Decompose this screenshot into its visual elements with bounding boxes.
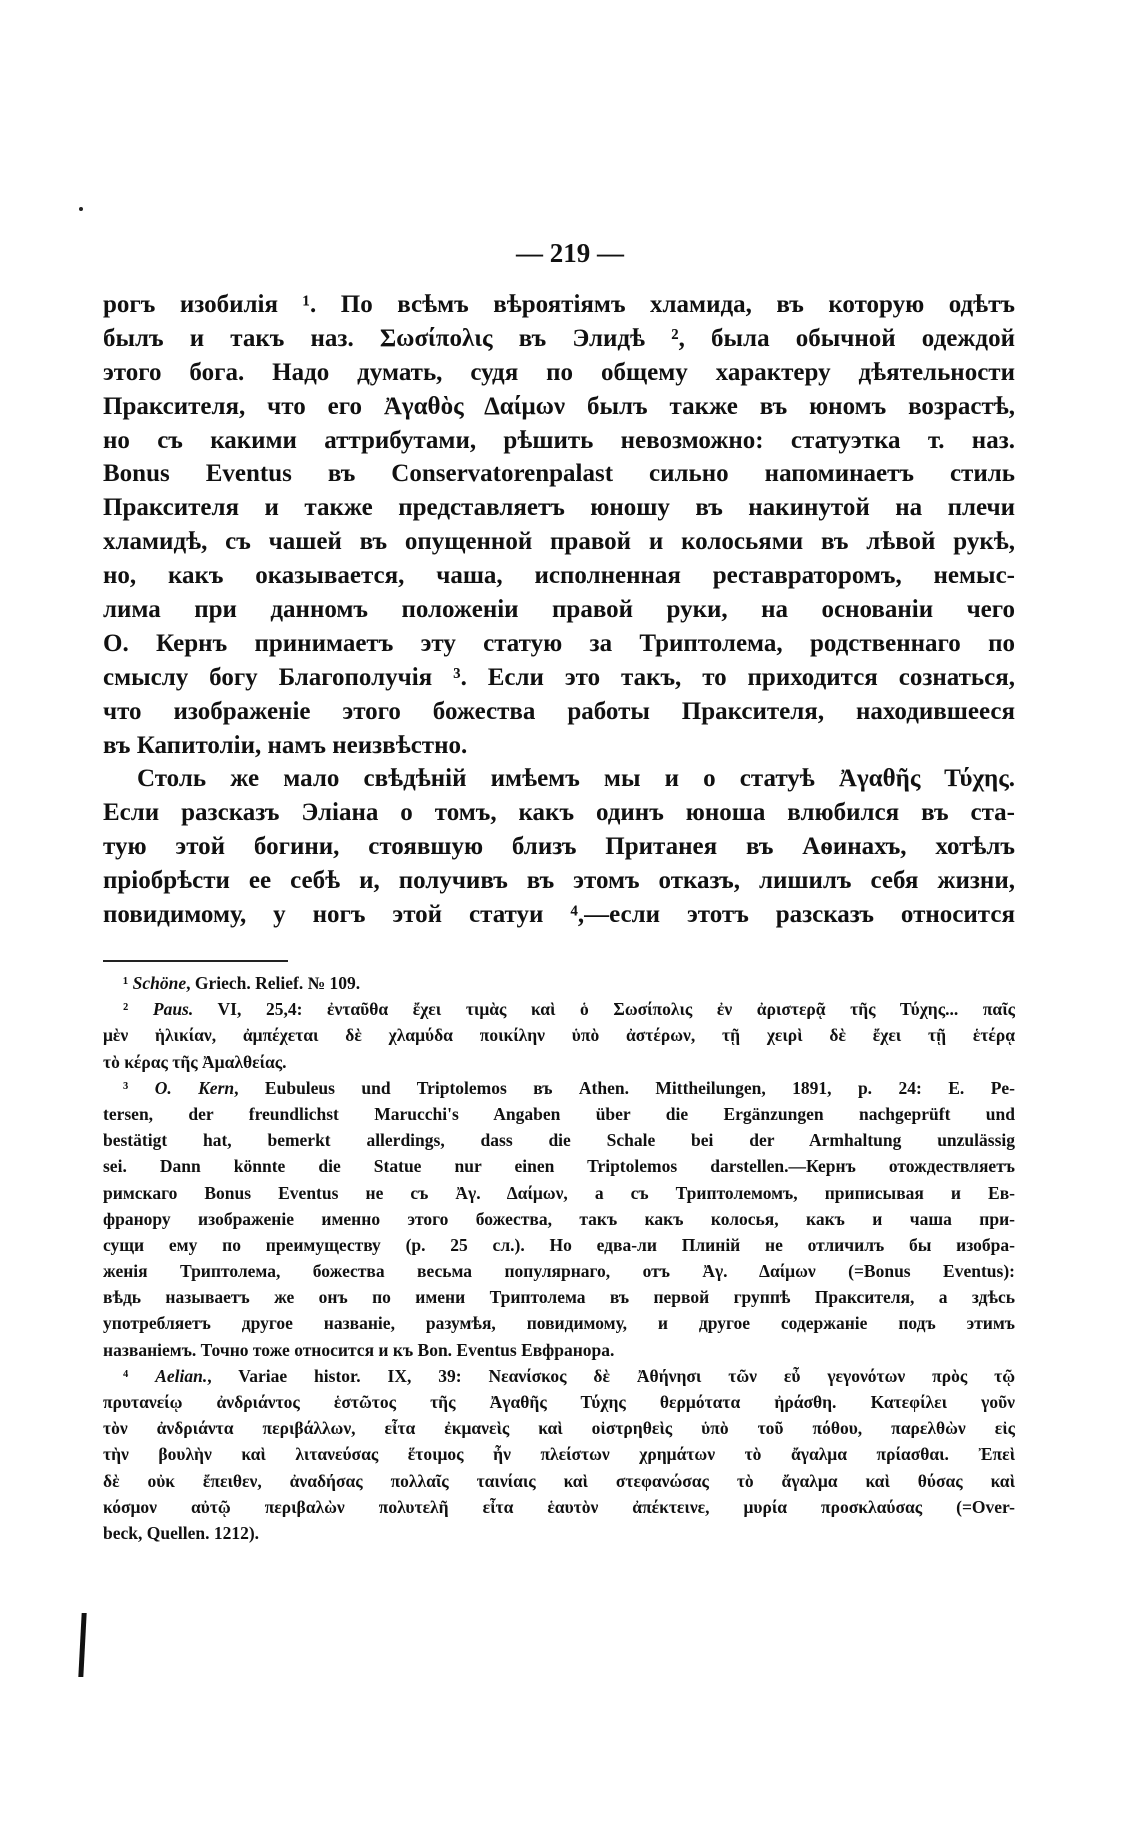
footnote-line: сущи ему по преимуществу (p. 25 сл.). Но едва-ли Плиній не отличилъ бы изобра-: [103, 1234, 1015, 1255]
page-number: — 219 —: [516, 238, 624, 268]
body-text: [103, 288, 1015, 932]
footnote-3: [103, 1075, 1015, 1101]
footnote-2: [103, 996, 1015, 1022]
body-line: въ Капитоліи, намъ неизвѣстно.: [103, 731, 468, 759]
footnote-author: Schöne: [132, 973, 187, 993]
footnote-separator: [103, 960, 288, 962]
footnote-line: tersen, der freundlichst Marucchi's Angaben über die Ergänzungen nachgeprüft und: [103, 1103, 1015, 1124]
footnote-text: , Griech. Relief. № 109.: [186, 973, 361, 993]
body-line: лима при данномъ положеніи правой руки, на основаніи чего: [103, 596, 1015, 624]
footnote-line: названіемъ. Точно тоже относится и къ Bon. Eventus Евфранора.: [103, 1339, 615, 1360]
footnote-line: франору изображеніе именно этого божества, такъ какъ колосья, какъ и чаша при-: [103, 1208, 1015, 1229]
footnote-number: ⁴: [123, 1365, 129, 1386]
footnote-line: римскаго Bonus Eventus не съ Ἀγ. Δαίμων, а съ Триптолемомъ, приписывая и Ев-: [103, 1182, 1015, 1203]
body-line: тую этой богини, стоявшую близъ Пританея въ Аѳинахъ, хотѣлъ: [103, 833, 1015, 861]
footnotes: [103, 970, 1015, 1546]
body-line: рогъ изобилія ¹. По всѣмъ вѣроятіямъ хламида, въ которую одѣтъ: [103, 291, 1015, 318]
body-line: былъ и такъ наз. Σωσίπολις въ Элидѣ ², была обычной одеждой: [103, 324, 1015, 352]
footnote-line: женія Триптолема, божества весьма популярнаго, отъ Ἀγ. Δαίμων (=Bonus Eventus):: [103, 1261, 1015, 1282]
footnote-line: δὲ οὐκ ἔπειθεν, ἀναδήσας πολλαῖς ταινίαις καὶ στεφανώσας τὸ ἄγαλμα καὶ θύσας καὶ: [103, 1470, 1015, 1491]
body-line: О. Кернъ принимаетъ эту статую за Триптолема, родственнаго по: [103, 629, 1015, 657]
body-line: Если разсказъ Эліана о томъ, какъ одинъ юноша влюбился въ ста-: [103, 799, 1015, 827]
footnote-text: VI, 25,4: ἐνταῦθα ἔχει τιμὰς καὶ ὁ Σωσίπολις ἐν ἀριστερᾷ τῆς Τύχης... παῖς: [193, 999, 1015, 1020]
body-line: смыслу богу Благополучія ³. Если это такъ, то приходится сознаться,: [103, 663, 1015, 691]
footnote-line: τὸν ἀνδριάντα περιβάλλων, εἶτα ἐκμανεὶς καὶ οἰστρηθεὶς ὑπὸ τοῦ πόθου, παρελθὼν εἰς: [103, 1418, 1015, 1439]
footnote-line: τὴν βουλὴν καὶ λιτανεύσας ἕτοιμος ἦν πλείστων χρημάτων τὸ ἄγαλμα πρίασθαι. Ἐπεὶ: [103, 1444, 1015, 1465]
footnote-line: πρυτανείῳ ἀνδριάντος ἑστῶτος τῆς Ἀγαθῆς Τύχης θερμότατα ἠράσθη. Κατεφίλει γοῦν: [103, 1392, 1015, 1412]
footnote-line: bestätigt hat, bemerkt allerdings, dass die Schale bei der Armhaltung unzulässig: [103, 1130, 1015, 1151]
body-line: Праксителя и также представляетъ юношу въ накинутой на плечи: [103, 494, 1015, 522]
footnote-4: [103, 1363, 1015, 1389]
footnote-text: , Eubuleus und Triptolemos въ Athen. Mittheilungen, 1891, p. 24: E. Pe-: [234, 1077, 1015, 1098]
footnote-text: , Variae histor. IX, 39: Νεανίσκος δὲ Ἀθήνησι τῶν εὖ γεγονότων πρὸς τῷ: [207, 1365, 1015, 1386]
scan-margin-mark: [78, 1613, 86, 1677]
body-line: Столь же мало свѣдѣній имѣемъ мы и о статуѣ Ἀγαθῆς Τύχης.: [137, 765, 1015, 793]
body-line: Bonus Eventus въ Conservatorenpalast сильно напоминаетъ стиль: [103, 460, 1015, 488]
scan-speck: [79, 207, 83, 211]
footnote-1: [103, 970, 1015, 996]
footnote-author: Paus.: [152, 999, 194, 1020]
body-line: что изображеніе этого божества работы Праксителя, находившееся: [103, 697, 1015, 725]
footnote-line: вѣдь называетъ же онъ по имени Триптолема въ первой группѣ Праксителя, а здѣсь: [103, 1287, 1015, 1308]
footnote-line: употребляетъ другое названіе, разумѣя, повидимому, и другое содержаніе подъ этимъ: [103, 1313, 1015, 1334]
body-line: этого бога. Надо думать, судя по общему характеру дѣятельности: [103, 358, 1015, 386]
footnote-line: τὸ κέρας τῆς Ἀμαλθείας.: [103, 1051, 287, 1072]
body-line: повидимому, у ногъ этой статуи ⁴,—если этотъ разсказъ относится: [103, 901, 1015, 929]
footnote-number: ³: [123, 1077, 129, 1098]
footnote-author: O. Kern: [154, 1077, 235, 1098]
footnote-number: ²: [123, 999, 129, 1020]
body-line: но, какъ оказывается, чаша, исполненная реставраторомъ, немыс-: [103, 562, 1015, 590]
footnote-number: ¹: [123, 973, 129, 993]
body-line: Праксителя, что его Ἀγαθὸς Δαίμων былъ также въ юномъ возрастѣ,: [103, 392, 1015, 420]
footnote-line: sei. Dann könnte die Statue nur einen Triptolemos darstellen.—Кернъ отождествляетъ: [103, 1156, 1015, 1177]
body-line: хламидѣ, съ чашей въ опущенной правой и колосьями въ лѣвой рукѣ,: [103, 528, 1015, 556]
body-line: но съ какими аттрибутами, рѣшить невозможно: статуэтка т. наз.: [103, 426, 1015, 454]
footnote-author: Aelian.: [155, 1365, 208, 1386]
footnote-line: μὲν ἡλικίαν, ἀμπέχεται δὲ χλαμύδα ποικίλην ὑπὸ ἀστέρων, τῇ χειρὶ δὲ ἔχει τῇ ἑτέρᾳ: [103, 1025, 1015, 1046]
footnote-line: beck, Quellen. 1212).: [103, 1522, 260, 1543]
body-line: пріобрѣсти ее себѣ и, получивъ въ этомъ отказъ, лишилъ себя жизни,: [103, 867, 1015, 895]
footnote-line: κόσμον αὐτῷ περιβαλὼν πολυτελῆ εἶτα ἑαυτὸν ἀπέκτεινε, μυρία προσκλαύσας (=Over-: [103, 1496, 1015, 1517]
